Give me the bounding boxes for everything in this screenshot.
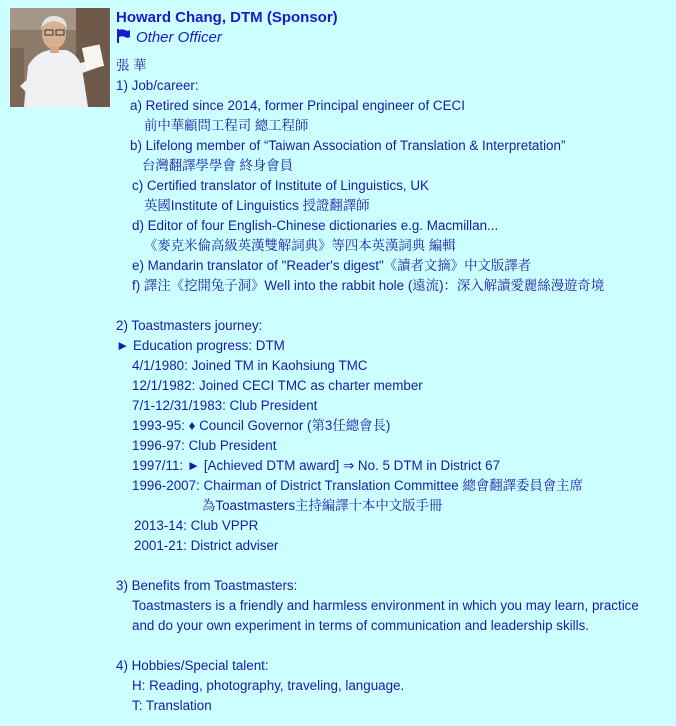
benefits-heading: 3) Benefits from Toastmasters:: [116, 578, 298, 593]
journey-event: 1996-2007: Chairman of District Translation Committee 總會翻譯委員會主席: [132, 478, 583, 493]
hobbies-line: H: Reading, photography, traveling, language.: [132, 678, 405, 693]
spacer: [116, 296, 672, 316]
chinese-name: 張 華: [116, 58, 147, 73]
journey-event: 2001-21: District adviser: [134, 538, 279, 553]
profile-role-line: [116, 28, 672, 48]
job-item-a-zh: 前中華顧問工程司 總工程師: [144, 118, 309, 133]
benefits-line: and do your own experiment in terms of communication and leadership skills.: [132, 618, 589, 633]
job-item-c-zh: 英國Institute of Linguistics 授證翻譯師: [144, 198, 370, 213]
journey-heading: 2) Toastmasters journey:: [116, 318, 263, 333]
job-item-e: e) Mandarin translator of "Reader's digest"《讀者文摘》中文版譯者: [132, 258, 532, 273]
profile-role: Other Officer: [136, 29, 222, 46]
journey-event-note: 為Toastmasters主持編譯十本中文版手冊: [202, 498, 443, 513]
job-heading: 1) Job/career:: [116, 78, 199, 93]
spacer: [116, 636, 672, 656]
job-item-d: d) Editor of four English-Chinese dictionaries e.g. Macmillan...: [132, 218, 499, 233]
job-item-f: f) 譯注《挖開兔子洞》Well into the rabbit hole (遠流)：深入解讀愛麗絲漫遊奇境: [132, 278, 605, 293]
journey-event: 12/1/1982: Joined CECI TMC as charter member: [132, 378, 423, 393]
journey-event: 4/1/1980: Joined TM in Kaohsiung TMC: [132, 358, 368, 373]
journey-event: 1993-95: ♦ Council Governor (第3任總會長): [132, 418, 391, 433]
education-progress: ► Education progress: DTM: [116, 338, 285, 353]
journey-event: 2013-14: Club VPPR: [134, 518, 259, 533]
journey-event: 1997/11: ► [Achieved DTM award] ⇒ No. 5 DTM in District 67: [132, 458, 501, 473]
spacer: [116, 556, 672, 576]
profile-card: [116, 9, 672, 716]
journey-event: 7/1-12/31/1983: Club President: [132, 398, 318, 413]
person-photo-icon: [10, 8, 110, 107]
profile-body: [116, 56, 672, 716]
hobbies-heading: 4) Hobbies/Special talent:: [116, 658, 269, 673]
flag-icon: [116, 29, 131, 43]
job-item-d-zh: 《麥克米倫高級英漢雙解詞典》等四本英漢詞典 編輯: [144, 238, 456, 253]
benefits-line: Toastmasters is a friendly and harmless environment in which you may learn, practice: [132, 598, 639, 613]
job-item-a: a) Retired since 2014, former Principal engineer of CECI: [130, 98, 465, 113]
job-item-b-zh: 台灣翻譯學學會 終身會員: [142, 158, 294, 173]
job-item-c: c) Certified translator of Institute of Linguistics, UK: [132, 178, 429, 193]
profile-name: Howard Chang, DTM (Sponsor): [116, 9, 338, 26]
hobbies-line: T: Translation: [132, 698, 212, 713]
journey-event: 1996-97: Club President: [132, 438, 277, 453]
profile-photo: [10, 8, 110, 107]
job-item-b: b) Lifelong member of “Taiwan Association of Translation & Interpretation”: [130, 138, 566, 153]
